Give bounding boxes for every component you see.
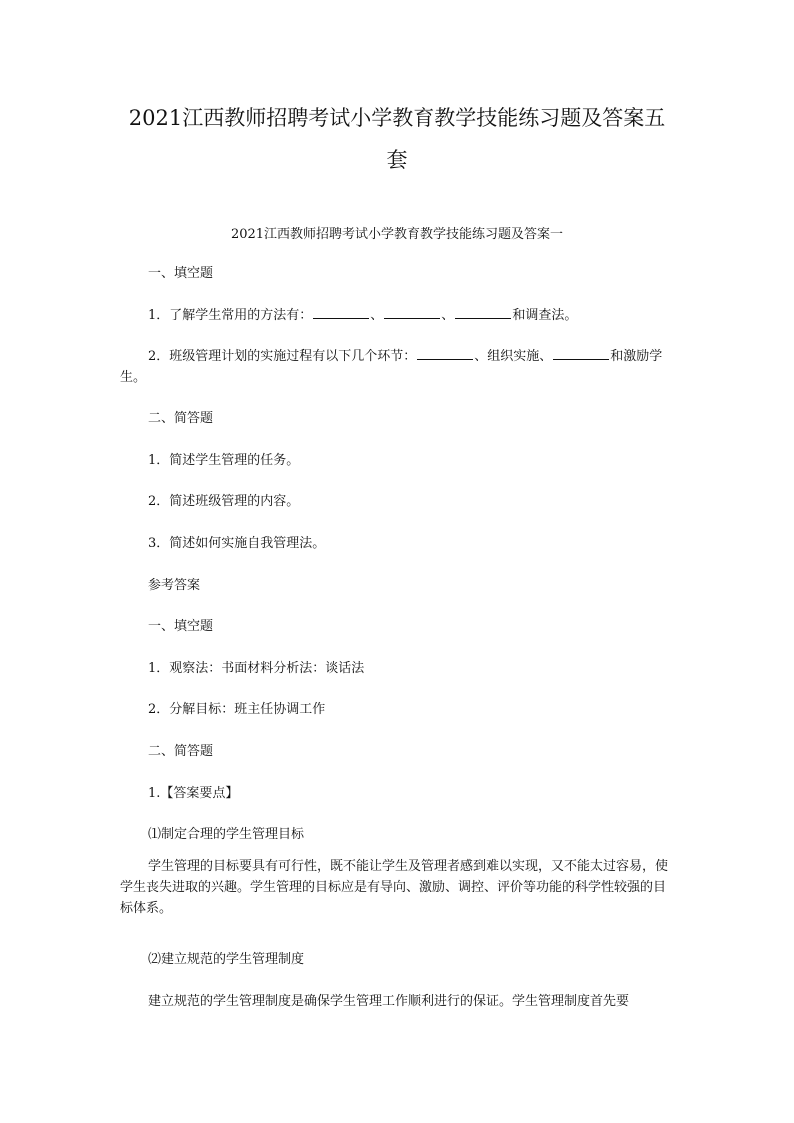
- question-2-middle: 、组织实施、: [474, 349, 553, 364]
- answers-short-answer-heading: 二、简答题: [148, 744, 214, 759]
- answer-key-points-heading: 1.【答案要点】: [148, 786, 239, 801]
- answers-fill-blank-heading: 一、填空题: [148, 619, 214, 634]
- reference-answers-heading: 参考答案: [148, 578, 201, 593]
- document-title-line2: 套: [386, 148, 408, 172]
- point-1-title: ⑴制定合理的学生管理目标: [148, 827, 305, 842]
- short-answer-2: 2．简述班级管理的内容。: [148, 494, 300, 509]
- answer-blank: [313, 317, 369, 319]
- short-answer-heading: 二、简答题: [148, 411, 214, 426]
- section-subtitle: 2021江西教师招聘考试小学教育教学技能练习题及答案一: [230, 227, 564, 242]
- answer-2: 2．分解目标：班主任协调工作: [148, 702, 326, 717]
- answer-blank: [455, 317, 511, 319]
- answer-blank: [384, 317, 440, 319]
- short-answer-1: 1．简述学生管理的任务。: [148, 453, 300, 468]
- answer-blank: [417, 358, 473, 360]
- question-2-suffix: 和激励学生。: [120, 349, 663, 385]
- answer-1: 1．观察法：书面材料分析法：谈话法: [148, 661, 365, 676]
- document-title-line1: 2021江西教师招聘考试小学教育教学技能练习题及答案五: [128, 106, 666, 130]
- short-answer-3: 3．简述如何实施自我管理法。: [148, 536, 326, 551]
- question-1-prefix: 1．了解学生常用的方法有：: [148, 308, 313, 323]
- question-1-suffix: 和调查法。: [512, 308, 578, 323]
- fill-blank-heading: 一、填空题: [148, 266, 214, 281]
- point-2-title: ⑵建立规范的学生管理制度: [148, 952, 305, 967]
- question-2-prefix: 2．班级管理计划的实施过程有以下几个环节：: [148, 349, 417, 364]
- answer-blank: [553, 358, 609, 360]
- point-1-body: 学生管理的目标要具有可行性，既不能让学生及管理者感到难以实现，又不能太过容易，使学生丧失进取的兴趣。学生管理的目标应是有导向、激励、调控、评价等功能的科学性较强的目标体系。: [120, 859, 669, 916]
- point-2-body: 建立规范的学生管理制度是确保学生管理工作顺利进行的保证。学生管理制度首先要: [148, 994, 630, 1009]
- question-1-sep2: 、: [441, 308, 455, 323]
- question-1-sep1: 、: [370, 308, 384, 323]
- question-1: [120, 305, 676, 326]
- question-2: [120, 346, 676, 388]
